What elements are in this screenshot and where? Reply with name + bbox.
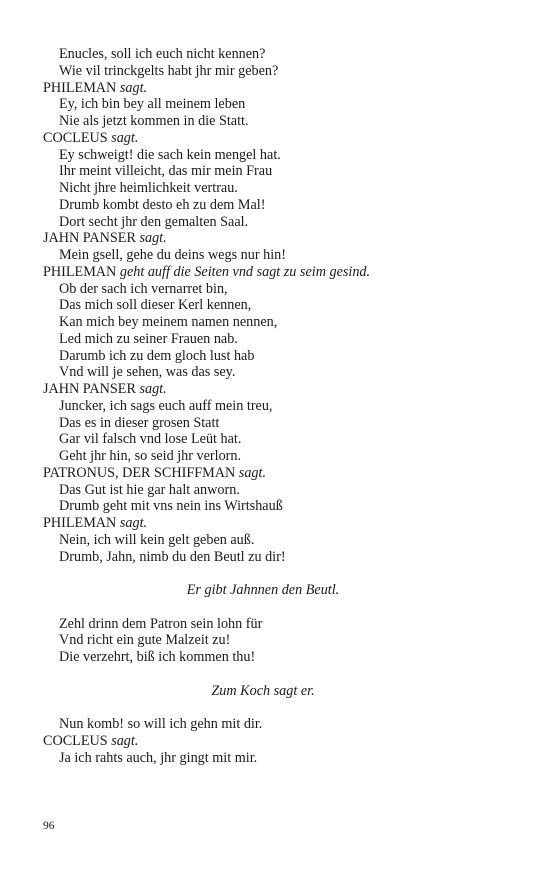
speaker-direction: sagt. [238,464,266,481]
verse-line: Vnd will je sehen, was das sey. [59,364,236,381]
verse-line: Gar vil falsch vnd lose Leüt hat. [59,431,242,448]
verse-line: Darumb ich zu dem gloch lust hab [59,347,255,364]
speaker-line [43,264,513,281]
page-number: 96 [43,820,55,832]
verse-line: Vnd richt ein gute Malzeit zu! [59,632,231,649]
speaker-line [43,80,513,97]
verse-line: Das Gut ist hie gar halt anworn. [59,481,240,498]
verse-line: Ey schweigt! die sach kein mengel hat. [59,146,281,163]
stage-direction: Er gibt Jahnnen den Beutl. [186,582,340,598]
speaker-line [43,515,513,532]
verse-line: Drumb geht mit vns nein ins Wirtshauß [59,498,283,515]
speaker-line [43,381,513,398]
speaker-line [43,130,513,147]
speaker-name: JAHN PANSER [43,381,136,397]
speaker-direction: geht auff die Seiten vnd sagt zu seim gesind. [119,263,371,280]
speaker-name: PATRONUS, DER SCHIFFMAN [43,464,236,481]
speaker-direction: sagt. [111,732,139,749]
verse-line: Mein gsell, gehe du deins wegs nur hin! [59,247,286,263]
verse-line: Ob der sach ich vernarret bin, [59,280,228,297]
verse-line: Wie vil trinckgelts habt jhr mir geben? [59,62,279,79]
speaker-name: COCLEUS [43,732,108,749]
verse-line: Das mich soll dieser Kerl kennen, [59,297,252,314]
verse-line: Zehl drinn dem Patron sein lohn für [59,615,263,632]
verse-line: Kan mich bey meinem namen nennen, [59,314,278,330]
verse-line: Drumb kombt desto eh zu dem Mal! [59,196,266,213]
verse-line: Led mich zu seiner Frauen nab. [59,330,238,347]
speaker-line [43,230,513,247]
speaker-direction: sagt. [119,79,148,96]
blank-line [43,565,513,582]
verse-line: Nicht jhre heimlichkeit vertrau. [59,180,238,196]
verse-line: Dort secht jhr den gemalten Saal. [59,213,249,230]
verse-line: Nun komb! so will ich gehn mit dir. [59,716,263,732]
verse-line: Geht jhr hin, so seid jhr verlorn. [59,448,242,464]
speaker-name: JAHN PANSER [43,230,136,247]
speaker-direction: sagt. [139,230,167,247]
verse-line: Ja ich rahts auch, jhr gingt mit mir. [59,749,258,766]
verse-line: Juncker, ich sags euch auff mein treu, [59,397,273,414]
speaker-name: PHILEMAN [43,79,117,96]
speaker-direction: sagt. [119,515,148,531]
speaker-name: COCLEUS [43,129,108,146]
play-text [43,46,513,766]
verse-line: Enucles, soll ich euch nicht kennen? [59,46,266,62]
speaker-line [43,733,513,750]
verse-line: Ihr meint villeicht, das mir mein Frau [59,163,273,180]
speaker-name: PHILEMAN [43,515,117,531]
blank-line [43,666,513,683]
verse-line: Ey, ich bin bey all meinem leben [59,96,246,113]
speaker-line [43,465,513,482]
blank-line [43,699,513,716]
verse-line: Drumb, Jahn, nimb du den Beutl zu dir! [59,548,286,565]
verse-line: Die verzehrt, biß ich kommen thu! [59,649,256,665]
blank-line [43,599,513,616]
verse-line: Nie als jetzt kommen in die Statt. [59,113,249,129]
stage-direction: Zum Koch sagt er. [211,682,315,699]
speaker-direction: sagt. [139,381,167,397]
verse-line: Das es in dieser grosen Statt [59,414,220,431]
speaker-direction: sagt. [111,129,139,146]
speaker-name: PHILEMAN [43,263,117,280]
verse-line: Nein, ich will kein gelt geben auß. [59,531,255,548]
